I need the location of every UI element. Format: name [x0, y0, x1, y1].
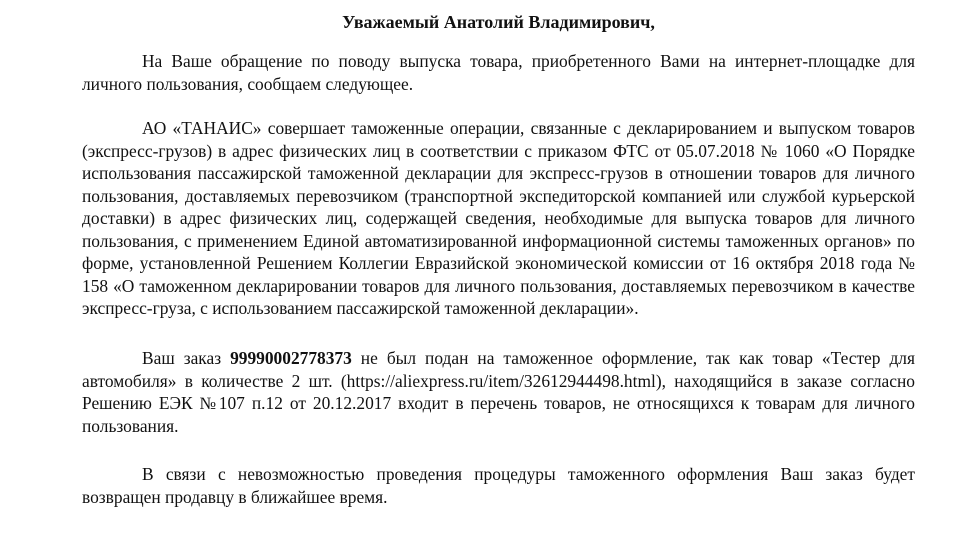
order-number: 99990002778373 — [230, 348, 352, 368]
paragraph-request: На Ваше обращение по поводу выпуска товара, приобретенного Вами на интернет-площадке для личного пользования, сообщаем следующее. — [82, 51, 915, 94]
order-prefix: Ваш заказ — [142, 348, 231, 368]
paragraph-legal-basis: АО «ТАНАИС» совершает таможенные операции, связанные с декларированием и выпуском товаров (экспресс-грузов) в адрес физических лиц в соответствии с приказом ФТС от 05.07.2018 № 1060 «О Порядке использования пассажирской таможенной декларации для экспресс-грузов в отношении товаров для личного пользования, доставляемых перевозчиком (транспортной экспедиторской компанией или службой курьерской доставки) в адрес физических лиц, содержащей сведения, необходимые для выпуска товаров для личного пользования, с применением Единой автоматизированной информационной системы таможенных органов» по форме, установленной Решением Коллегии Евразийской экономической комиссии от 16 октября 2018 года № 158 «О таможенном декларировании товаров для личного пользования, доставляемых перевозчиком в качестве экспресс-груза, с использованием пассажирской таможенной декларации». — [82, 118, 915, 318]
paragraph-return-notice: В связи с невозможностью проведения процедуры таможенного оформления Ваш заказ будет возвращен продавцу в ближайшее время. — [82, 464, 915, 507]
salutation: Уважаемый Анатолий Владимирович, — [342, 12, 655, 32]
order-status-text: не был подан на таможенное оформление, так как товар «Тестер для автомобиля» в количестве 2 шт. (https://aliexpress.ru/item/32612944498.html), находящийся в заказе согласно Решению ЕЭК №107 п.12 от 20.12.2017 входит в перечень товаров, не относящихся к товарам для личного пользования. — [82, 348, 915, 436]
paragraph-order-status — [82, 347, 915, 437]
